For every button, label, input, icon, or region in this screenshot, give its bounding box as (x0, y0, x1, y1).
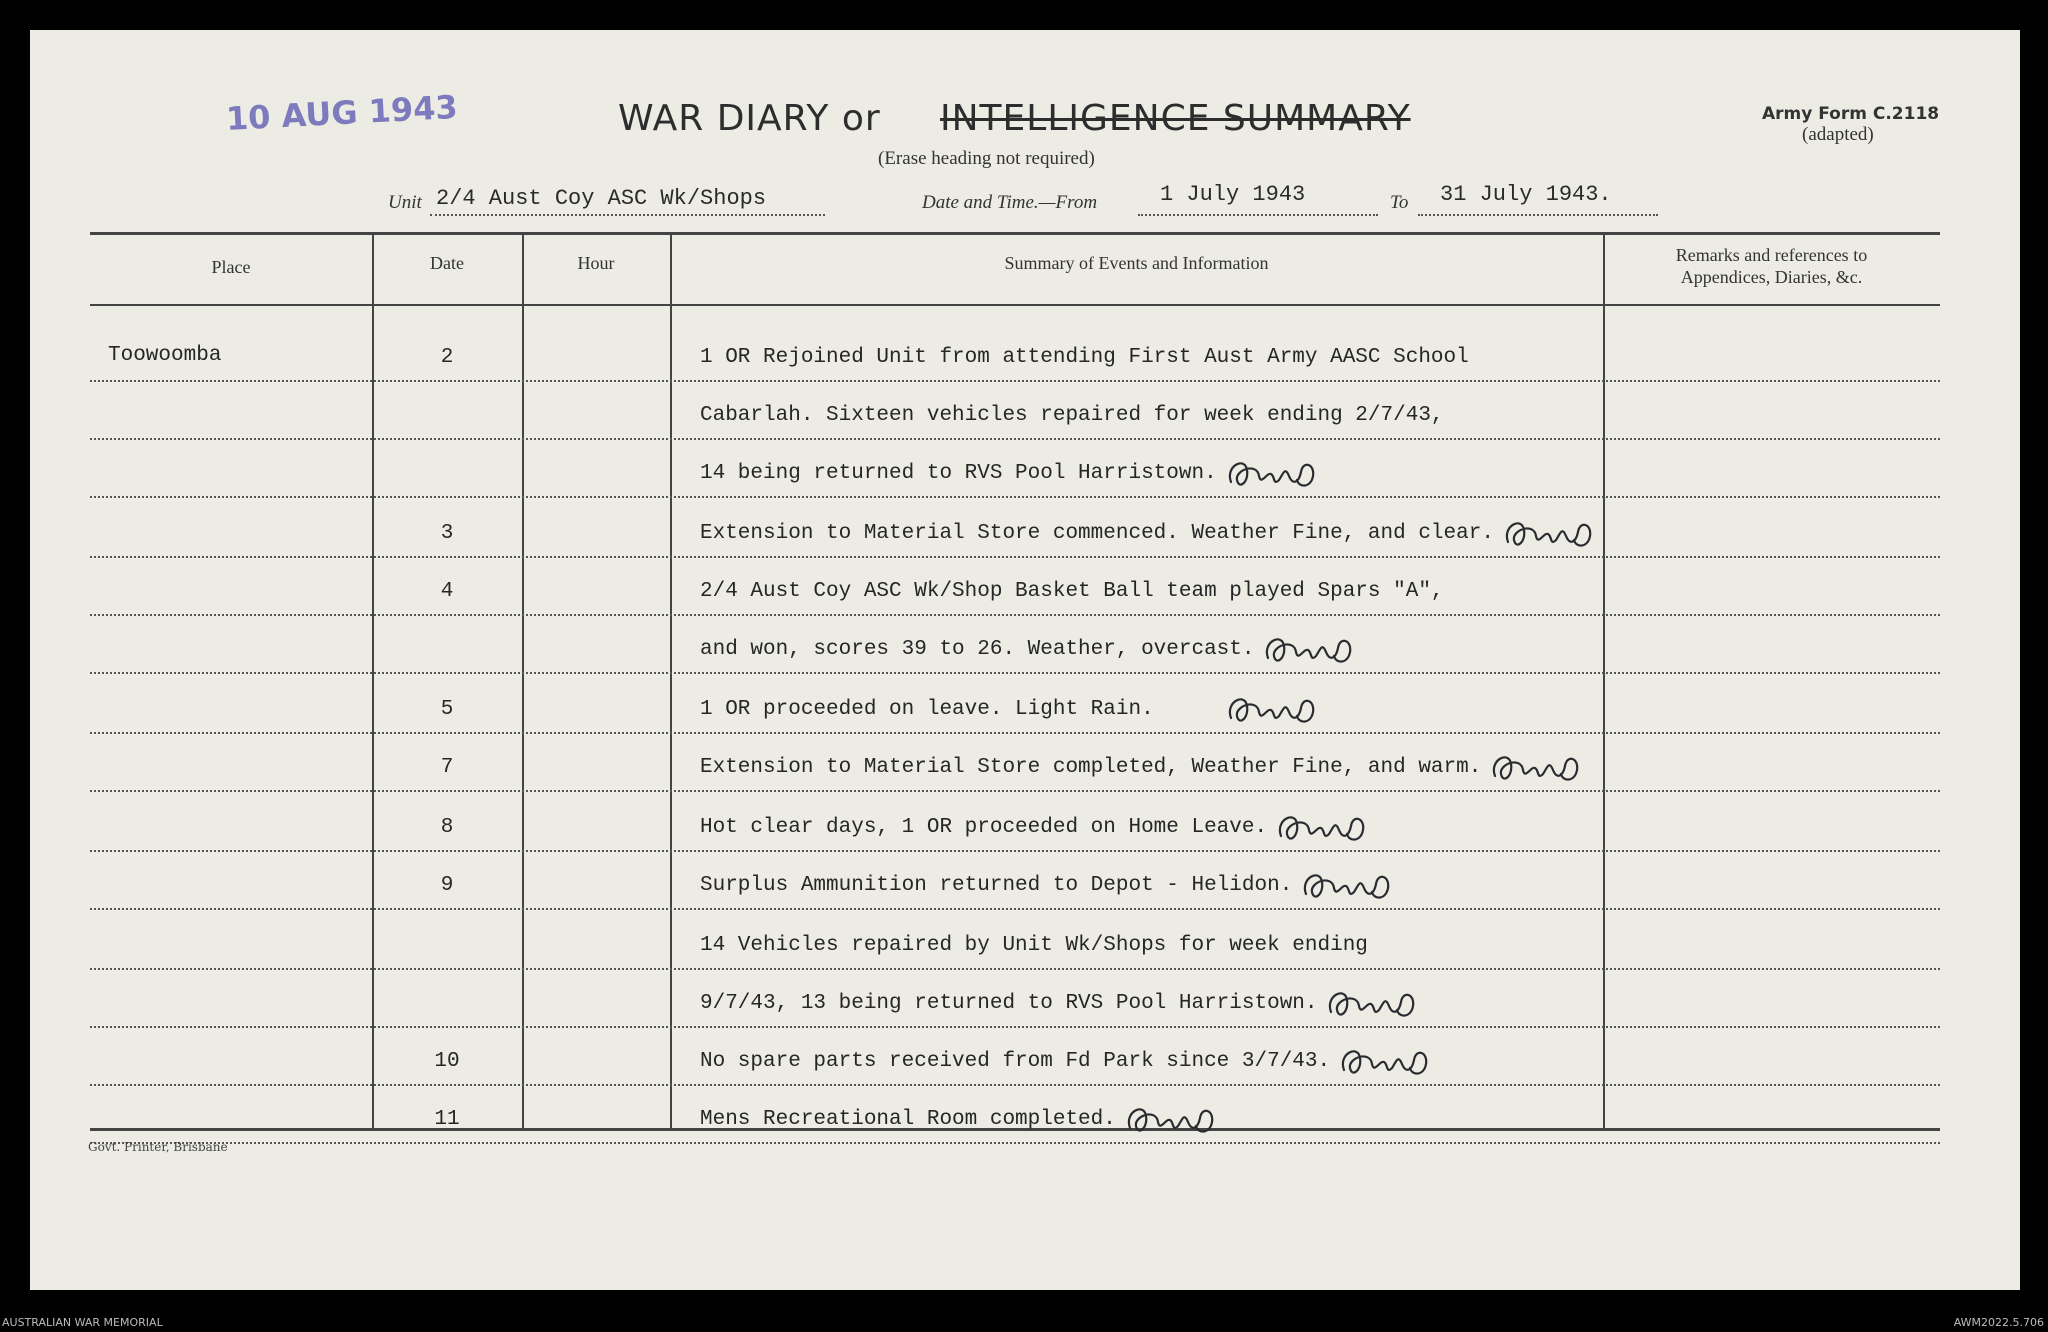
form-adapted: (adapted) (1802, 124, 1874, 145)
initials-signature (1223, 688, 1323, 732)
row-rule (90, 790, 1940, 792)
column-header-date: Date (430, 253, 464, 273)
unit-value: 2/4 Aust Coy ASC Wk/Shops (436, 186, 767, 211)
row-rule (90, 850, 1940, 852)
date-cell: 4 (440, 580, 454, 603)
row-rule (90, 438, 1940, 440)
summary-cell: 9/7/43, 13 being returned to RVS Pool Harristown. (700, 992, 1318, 1015)
summary-cell: No spare parts received from Fd Park since 3/7/43. (700, 1050, 1331, 1073)
date-cell: 8 (440, 816, 454, 839)
initials-signature (1273, 806, 1373, 850)
row-rule (90, 908, 1940, 910)
initials-signature (1500, 512, 1600, 556)
date-from: 1 July 1943 (1160, 182, 1306, 207)
initials-signature (1122, 1098, 1222, 1142)
summary-cell: and won, scores 39 to 26. Weather, overcast. (700, 638, 1255, 661)
date-cell: 9 (440, 874, 454, 897)
archive-label: AUSTRALIAN WAR MEMORIAL (2, 1316, 163, 1329)
date-cell: 10 (434, 1050, 460, 1073)
row-rule (90, 968, 1940, 970)
initials-signature (1487, 746, 1587, 790)
column-header-summary: Summary of Events and Information (1004, 253, 1269, 273)
place-cell: Toowoomba (108, 344, 222, 367)
summary-cell: 1 OR Rejoined Unit from attending First Aust Army AASC School (700, 346, 1469, 369)
column-header-place: Place (211, 257, 251, 277)
initials-signature (1223, 452, 1323, 496)
summary-cell: 14 being returned to RVS Pool Harristown. (700, 462, 1217, 485)
date-cell: 5 (440, 698, 454, 721)
row-rule (90, 1142, 1940, 1144)
initials-signature (1336, 1040, 1436, 1084)
initials-signature (1260, 628, 1360, 672)
date-cell: 7 (440, 756, 454, 779)
summary-cell: Cabarlah. Sixteen vehicles repaired for week ending 2/7/43, (700, 404, 1444, 427)
row-rule (90, 496, 1940, 498)
column-header-remarks: Remarks and references to Appendices, Diaries, &c. (1675, 245, 1868, 287)
date-to-label: To (1390, 192, 1409, 213)
printer-note: Govt. Printer, Brisbane (88, 1140, 228, 1154)
row-rule (90, 556, 1940, 558)
initials-signature (1323, 982, 1423, 1026)
initials-signature (1298, 864, 1398, 908)
summary-cell: 2/4 Aust Coy ASC Wk/Shop Basket Ball team played Spars "A", (700, 580, 1444, 603)
date-stamp: 10 AUG 1943 (225, 87, 459, 138)
struck-title: INTELLIGENCE SUMMARY (940, 98, 1411, 139)
page-title: WAR DIARY or (618, 98, 881, 139)
summary-cell: Extension to Material Store completed, Weather Fine, and warm. (700, 756, 1482, 779)
summary-cell: Hot clear days, 1 OR proceeded on Home Leave. (700, 816, 1268, 839)
row-rule (90, 614, 1940, 616)
summary-cell: 1 OR proceeded on leave. Light Rain. (700, 698, 1154, 721)
date-cell: 3 (440, 522, 454, 545)
summary-cell: Surplus Ammunition returned to Depot - Helidon. (700, 874, 1293, 897)
unit-label: Unit (388, 192, 422, 213)
date-cell: 11 (434, 1108, 460, 1131)
date-from-label: Date and Time.—From (922, 192, 1098, 213)
date-cell: 2 (440, 346, 454, 369)
row-rule (90, 1084, 1940, 1086)
summary-cell: Extension to Material Store commenced. Weather Fine, and clear. (700, 522, 1494, 545)
archive-id: AWM2022.5.706 (1953, 1316, 2044, 1329)
diary-page (30, 30, 2020, 1290)
row-rule (90, 1026, 1940, 1028)
summary-cell: 14 Vehicles repaired by Unit Wk/Shops for week ending (700, 934, 1368, 957)
form-number: Army Form C.2118 (1762, 104, 1940, 124)
row-rule (90, 672, 1940, 674)
subtitle: (Erase heading not required) (878, 148, 1095, 169)
column-header-hour: Hour (577, 253, 615, 273)
row-rule (90, 732, 1940, 734)
row-rule (90, 380, 1940, 382)
date-to: 31 July 1943. (1440, 182, 1612, 207)
summary-cell: Mens Recreational Room completed. (700, 1108, 1116, 1131)
